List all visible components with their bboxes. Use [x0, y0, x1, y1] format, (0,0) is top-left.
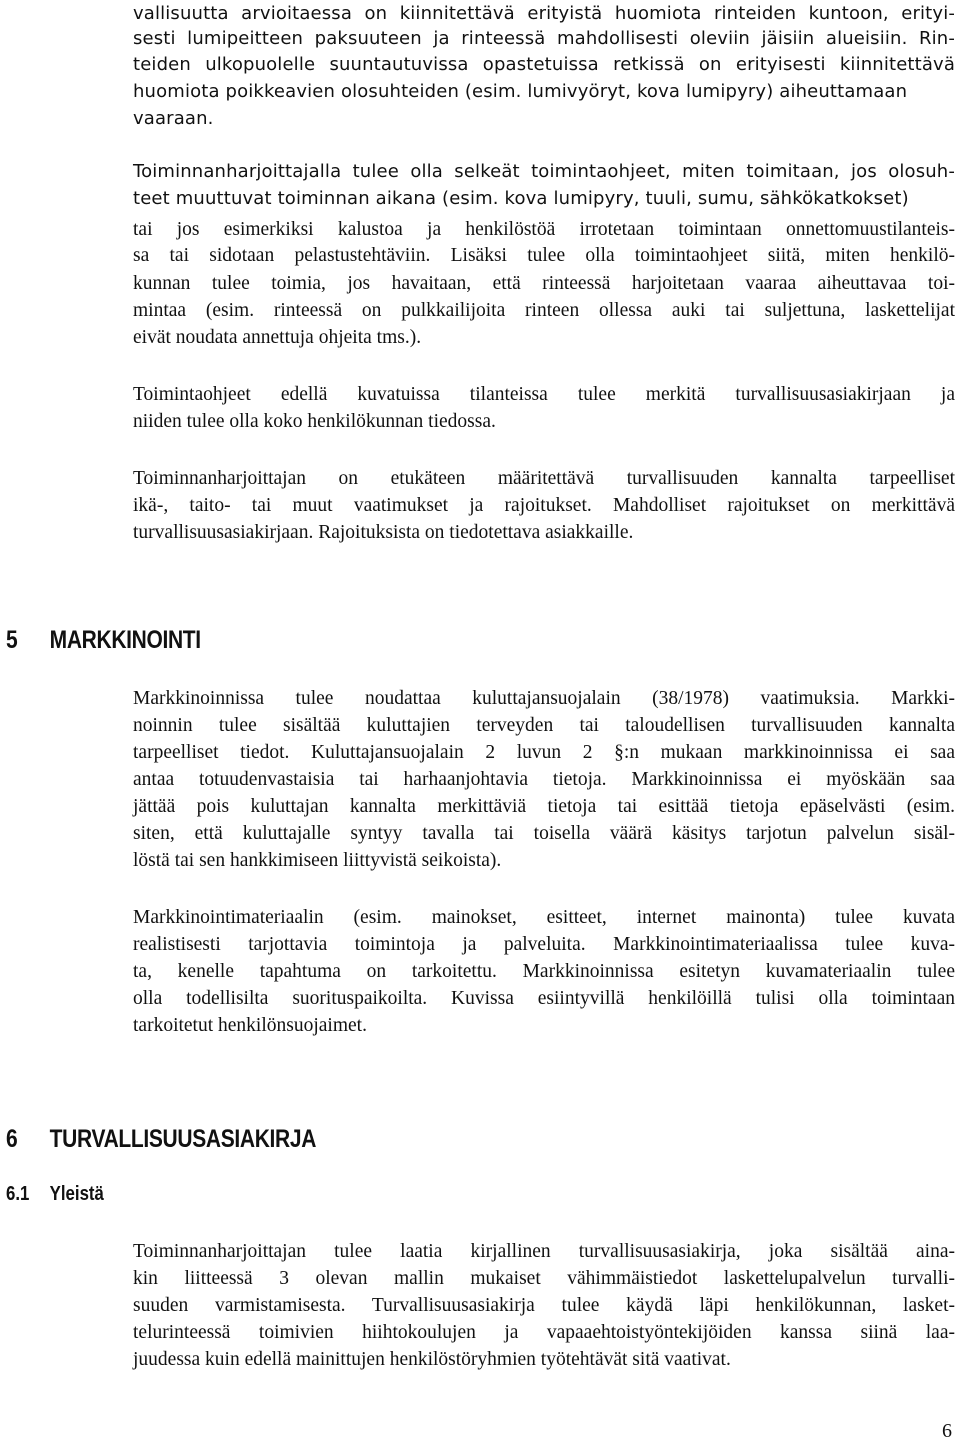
text-line: suuden varmistamisesta. Turvallisuusasiakirja tulee käydä läpi henkilökunnan, lasket-: [133, 1295, 955, 1316]
text-line: huomiota poikkeavien olosuhteiden (esim. lumivyöryt, kova lumipyry) aiheuttamaan: [133, 81, 908, 102]
text-line: teet muuttuvat toiminnan aikana (esim. kova lumipyry, tuuli, sumu, sähkökatkokset): [133, 188, 909, 209]
text-line: Toimintaohjeet edellä kuvatuissa tilanteissa tulee merkitä turvallisuusasiakirjaan ja: [133, 384, 955, 405]
text-line: ikä-, taito- tai muut vaatimukset ja rajoitukset. Mahdolliset rajoitukset on merkittävä: [133, 495, 955, 516]
page-number: 6: [942, 1420, 952, 1442]
text-line: sesti lumipeitteen paksuuteen ja rinteessä mahdollisesti oleviin jäisiin alueisiin. Rin-: [133, 28, 955, 49]
text-line: tarkoitetut henkilönsuojaimet.: [133, 1015, 367, 1036]
text-line: Markkinoinnissa tulee noudattaa kuluttajansuojalain (38/1978) vaatimuksia. Markki-: [133, 688, 955, 709]
section-heading-6: [6, 1124, 316, 1154]
section-title: MARKKINOINTI: [49, 626, 201, 654]
text-line: siten, että kuluttajalle syntyy tavalla tai toisella väärä käsitys tarjotun palvelun sisäl-: [133, 823, 955, 844]
text-line: antaa totuudenvastaisia tai harhaanjohtavia tietoja. Markkinoinnissa ei myöskään saa: [133, 769, 955, 790]
text-line: Markkinointimateriaalin (esim. mainokset, esitteet, internet mainonta) tulee kuvata: [133, 907, 955, 928]
text-line: turvallisuusasiakirjaan. Rajoituksista on tiedotettava asiakkaille.: [133, 522, 634, 543]
text-line: noinnin tulee sisältää kuluttajien terveyden tai taloudellisen turvallisuuden kannalta: [133, 715, 955, 736]
text-line: Toiminnanharjoittajalla tulee olla selkeät toimintaohjeet, miten toimitaan, jos olosuh-: [133, 161, 955, 182]
text-line: sa tai sidotaan pelastustehtäviin. Lisäksi tulee olla toimintaohjeet siitä, miten henkilö-: [133, 245, 955, 266]
section-heading-5: [6, 625, 201, 655]
text-line: ta, kenelle tapahtuma on tarkoitettu. Markkinoinnissa esitetyn kuvamateriaalin tulee: [133, 961, 955, 982]
text-line: mintaa (esim. rinteessä on pulkkailijoita rinteen ollessa auki tai suljettuna, laskettelijat: [133, 300, 955, 321]
subsection-title: Yleistä: [49, 1183, 104, 1205]
text-line: löstä tai sen hankkimiseen liittyvistä seikoista).: [133, 850, 502, 871]
text-line: Toiminnanharjoittajan on etukäteen määritettävä turvallisuuden kannalta tarpeelliset: [133, 468, 955, 489]
text-line: kin liitteessä 3 olevan mallin mukaiset vähimmäistiedot laskettelupalvelun turvalli-: [133, 1268, 955, 1289]
text-line: tai jos esimerkiksi kalustoa ja henkilöstöä irrotetaan toimintaan onnettomuustilanteis-: [133, 219, 955, 240]
text-line: eivät noudata annettuja ohjeita tms.).: [133, 327, 422, 348]
section-title: TURVALLISUUSASIAKIRJA: [49, 1125, 317, 1153]
subsection-heading-6-1: [6, 1181, 104, 1207]
text-line: niiden tulee olla koko henkilökunnan tiedossa.: [133, 411, 496, 432]
text-line: tarpeelliset tiedot. Kuluttajansuojalain 2 luvun 2 §:n mukaan markkinoinnissa ei saa: [133, 742, 955, 763]
text-line: teiden ulkopuolelle suuntautuvissa opastetuissa retkissä on erityisesti kiinnitettävä: [133, 54, 955, 75]
subsection-number: 6.1: [6, 1183, 30, 1205]
text-line: vaaraan.: [133, 108, 214, 129]
text-line: juudessa kuin edellä mainittujen henkilöstöryhmien työtehtävät sitä vaativat.: [133, 1349, 731, 1370]
section-number: 5: [6, 626, 18, 654]
text-line: realistisesti tarjottavia toimintoja ja palveluita. Markkinointimateriaalissa tulee kuva-: [133, 934, 955, 955]
text-line: vallisuutta arvioitaessa on kiinnitettävä erityistä huomiota rinteiden kuntoon, erityi-: [133, 3, 955, 24]
text-line: olla todellisilta suorituspaikoilta. Kuvissa esiintyvillä henkilöillä tulisi olla toimintaan: [133, 988, 955, 1009]
section-number: 6: [6, 1125, 18, 1153]
text-line: telurinteessä toimivien hiihtokoulujen ja vapaaehtoistyöntekijöiden kanssa siinä laa-: [133, 1322, 955, 1343]
text-line: Toiminnanharjoittajan tulee laatia kirjallinen turvallisuusasiakirja, joka sisältää aina-: [133, 1241, 955, 1262]
text-line: jättää pois kuluttajan kannalta merkittäviä tietoja tai esittää tietoja epäselvästi (esim.: [133, 796, 955, 817]
text-line: kunnan tulee toimia, jos havaitaan, että rinteessä harjoitetaan vaaraa aiheuttavaa toi-: [133, 273, 955, 294]
